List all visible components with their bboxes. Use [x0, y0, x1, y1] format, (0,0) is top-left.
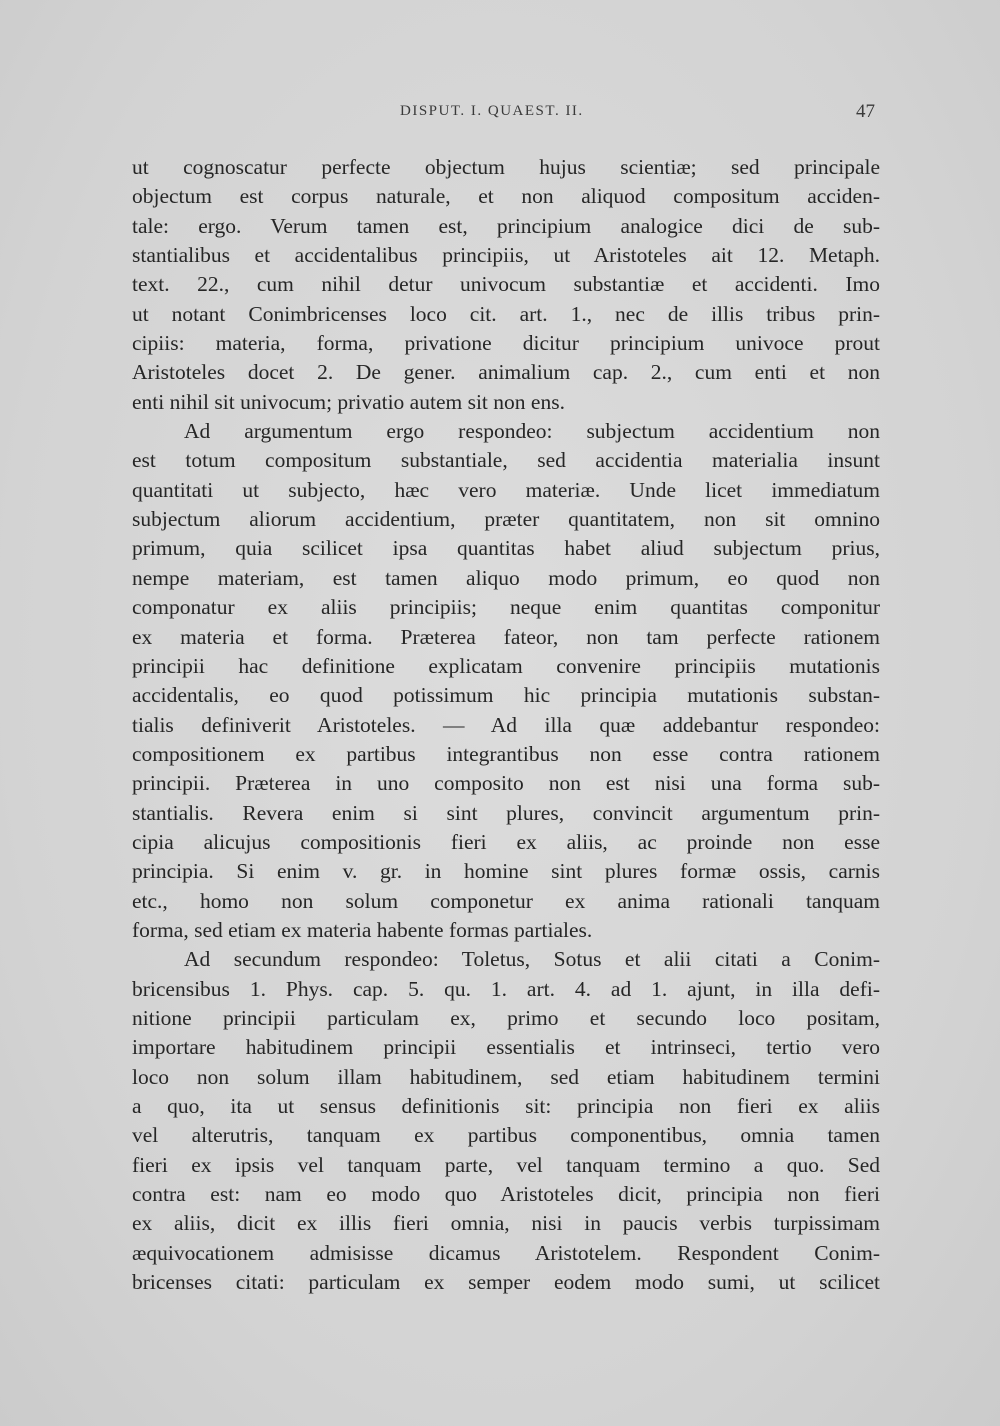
text-line: est totum compositum substantiale, sed accidentia materialia insunt [132, 448, 880, 473]
text-line: ut notant Conimbricenses loco cit. art. 1., nec de illis tribus prin- [132, 301, 880, 326]
text-line: stantialis. Revera enim si sint plures, convincit argumentum prin- [132, 800, 880, 825]
text-line: primum, quia scilicet ipsa quantitas habet aliud subjectum prius, [132, 536, 880, 561]
text-line: cipiis: materia, forma, privatione dicitur principium univoce prout [132, 331, 880, 356]
text-line: nitione principii particulam ex, primo et secundo loco positam, [132, 1005, 880, 1030]
text-line: nempe materiam, est tamen aliquo modo primum, eo quod non [132, 565, 880, 590]
text-line: ut cognoscatur perfecte objectum hujus scientiæ; sed principale [132, 155, 880, 179]
text-line: æquivocationem admisisse dicamus Aristotelem. Respondent Conim- [132, 1240, 880, 1265]
text-line: Ad argumentum ergo respondeo: subjectum accidentium non [184, 419, 880, 444]
text-line: contra est: nam eo modo quo Aristoteles dicit, principia non fieri [132, 1182, 880, 1207]
text-line: vel alterutris, tanquam ex partibus componentibus, omnia tamen [132, 1123, 880, 1148]
running-title: DISPUT. I. QUAEST. II. [400, 103, 584, 119]
text-line: tialis definiverit Aristoteles. — Ad illa quæ addebantur respondeo: [132, 712, 880, 737]
text-line: cipia alicujus compositionis fieri ex aliis, ac proinde non esse [132, 829, 880, 854]
text-line: Aristoteles docet 2. De gener. animalium cap. 2., cum enti et non [132, 360, 880, 385]
text-line: enti nihil sit univocum; privatio autem sit non ens. [132, 389, 565, 414]
text-line: accidentalis, eo quod potissimum hic principia mutationis substan- [132, 683, 880, 708]
body-text [132, 153, 880, 1297]
text-line: tale: ergo. Verum tamen est, principium analogice dici de sub- [132, 213, 880, 238]
text-line: objectum est corpus naturale, et non aliquod compositum acciden- [132, 184, 880, 209]
text-line: stantialibus et accidentalibus principiis, ut Aristoteles ait 12. Metaph. [132, 243, 880, 268]
text-line: principii hac definitione explicatam convenire principiis mutationis [132, 653, 880, 678]
text-line: quantitati ut subjecto, hæc vero materiæ. Unde licet immediatum [132, 477, 880, 502]
page-number: 47 [856, 101, 875, 122]
text-line: bricenses citati: particulam ex semper eodem modo sumi, ut scilicet [132, 1270, 880, 1295]
text-line: forma, sed etiam ex materia habente formas partiales. [132, 917, 593, 942]
text-line: etc., homo non solum componetur ex anima rationali tanquam [132, 888, 880, 913]
text-line: Ad secundum respondeo: Toletus, Sotus et alii citati a Conim- [184, 947, 880, 972]
text-line: principii. Præterea in uno composito non est nisi una forma sub- [132, 771, 880, 796]
text-line: a quo, ita ut sensus definitionis sit: principia non fieri ex aliis [132, 1094, 880, 1118]
text-line: ex materia et forma. Præterea fateor, non tam perfecte rationem [132, 624, 880, 649]
text-line: subjectum aliorum accidentium, præter quantitatem, non sit omnino [132, 507, 880, 532]
text-line: loco non solum illam habitudinem, sed etiam habitudinem termini [132, 1064, 880, 1089]
text-line: bricensibus 1. Phys. cap. 5. qu. 1. art. 4. ad 1. ajunt, in illa defi- [132, 976, 880, 1001]
text-line: text. 22., cum nihil detur univocum substantiæ et accidenti. Imo [132, 272, 880, 297]
text-line: ex aliis, dicit ex illis fieri omnia, nisi in paucis verbis turpissimam [132, 1211, 880, 1236]
text-line: fieri ex ipsis vel tanquam parte, vel tanquam termino a quo. Sed [132, 1152, 880, 1177]
text-line: principia. Si enim v. gr. in homine sint plures formæ ossis, carnis [132, 859, 880, 884]
running-head [0, 103, 1000, 129]
text-line: importare habitudinem principii essentialis et intrinseci, tertio vero [132, 1035, 880, 1060]
text-line: compositionem ex partibus integrantibus non esse contra rationem [132, 741, 880, 766]
text-line: componatur ex aliis principiis; neque enim quantitas componitur [132, 595, 880, 620]
